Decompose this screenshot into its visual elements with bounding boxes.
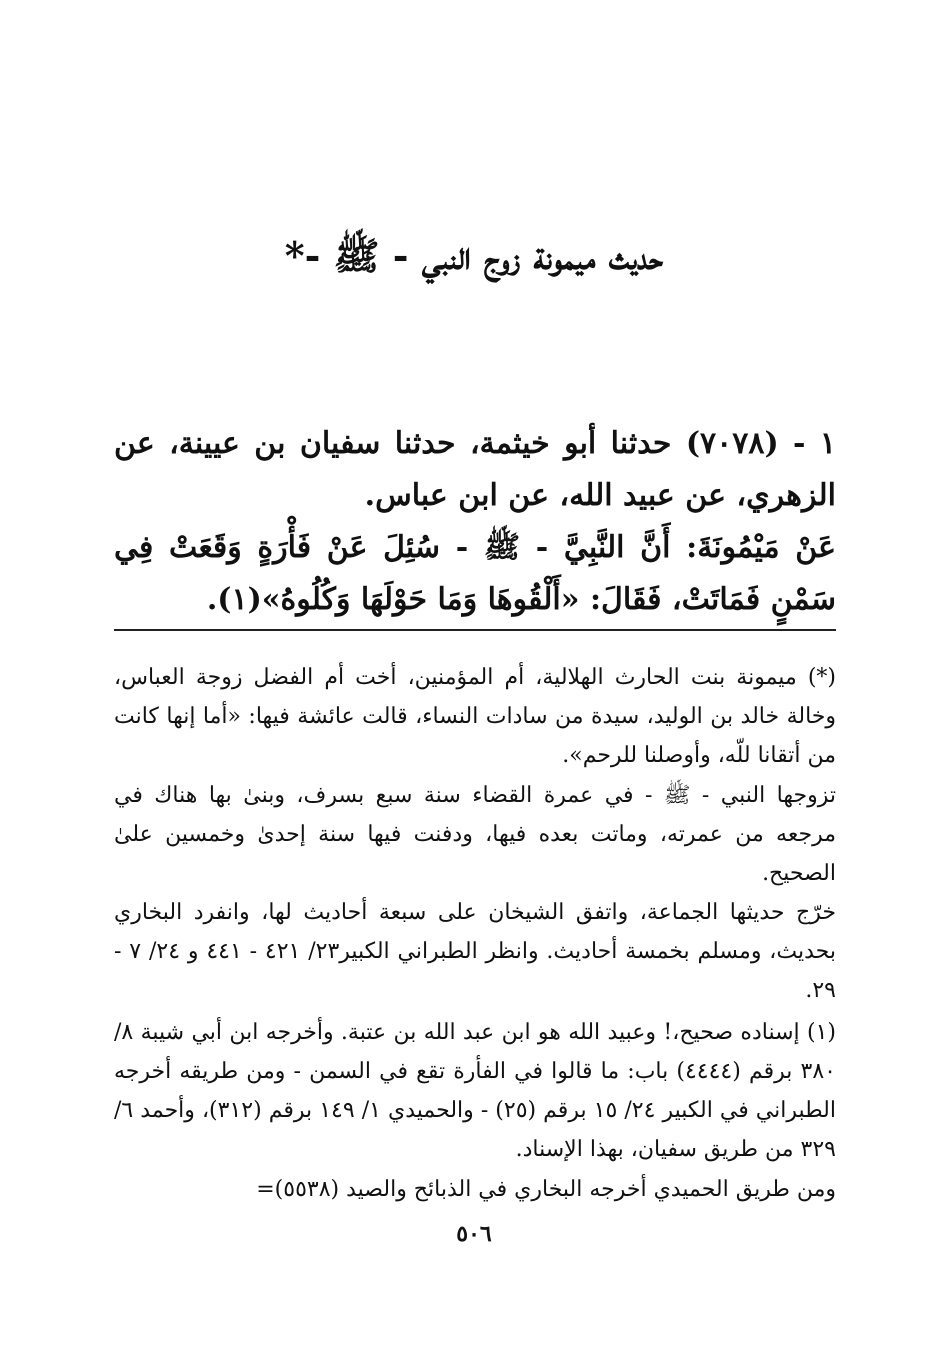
hadith-isnad: ١ - (٧٠٧٨) حدثنا أبو خيثمة، حدثنا سفيان بن عيينة، عن الزهري، عن عبيد الله، عن ابن عباس. [114, 426, 836, 513]
footnote-one-continued: ومن طريق الحميدي أخرجه البخاري في الذبائح والصيد (٥٥٣٨)= [256, 1177, 836, 1202]
page-number: ٥٠٦ [456, 1221, 492, 1247]
footnote-separator [114, 629, 836, 631]
footnote-star-hadith-count: خرّج حديثها الجماعة، واتفق الشيخان على سبعة أحاديث لها، وانفرد البخاري بحديث، ومسلم بخمسة أحاديث. وانظر الطبراني الكبير٢٣/ ٤٢١ - ٤٤١ و ٢٤/ ٧ - ٢٩. [114, 900, 837, 1003]
footnote-one: (١) إسناده صحيح،! وعبيد الله هو ابن عبد الله بن عتبة. وأخرجه ابن أبي شيبة ٨/ ٣٨٠ برقم (٤٤٤٤) باب: ما قالوا في الفأرة تقع في السمن - ومن طريقه أخرجه الطبراني في الكبير ٢٤/ ١٥ برقم (٢٥) - والحميدي ١/ ١٤٩ برقم (٣١٢)، وأحمد ٦/ ٣٢٩ من طريق سفيان، بهذا الإسناد. [114, 1020, 836, 1162]
footnote-star-biography: (*) ميمونة بنت الحارث الهلالية، أم المؤمنين، أخت أم الفضل زوجة العباس، وخالة خالد بن الوليد، سيدة من سادات النساء، قالت عائشة فيها: «أما إنها كانت من أتقانا للّه، وأوصلنا للرحم». [114, 665, 836, 768]
chapter-title: حديث ميمونة زوج النبي - ﷺ -* [284, 233, 664, 278]
footnote-star-marriage: تزوجها النبي - ﷺ - في عمرة القضاء سنة سبع بسرف، وبنىٰ بها هناك في مرجعه من عمرته، وماتت بعده فيها، ودفنت فيها سنة إحدىٰ وخمسين علىٰ الصحيح. [114, 783, 836, 886]
hadith-matn: عَنْ مَيْمُونَةَ: أَنَّ النَّبِيَّ - ﷺ - سُئِلَ عَنْ فَأْرَةٍ وَقَعَتْ فِي سَمْنٍ فَمَاتَتْ، فَقَالَ: «أَلْقُوهَا وَمَا حَوْلَهَا وَكُلُوهُ»(١). [114, 530, 836, 617]
